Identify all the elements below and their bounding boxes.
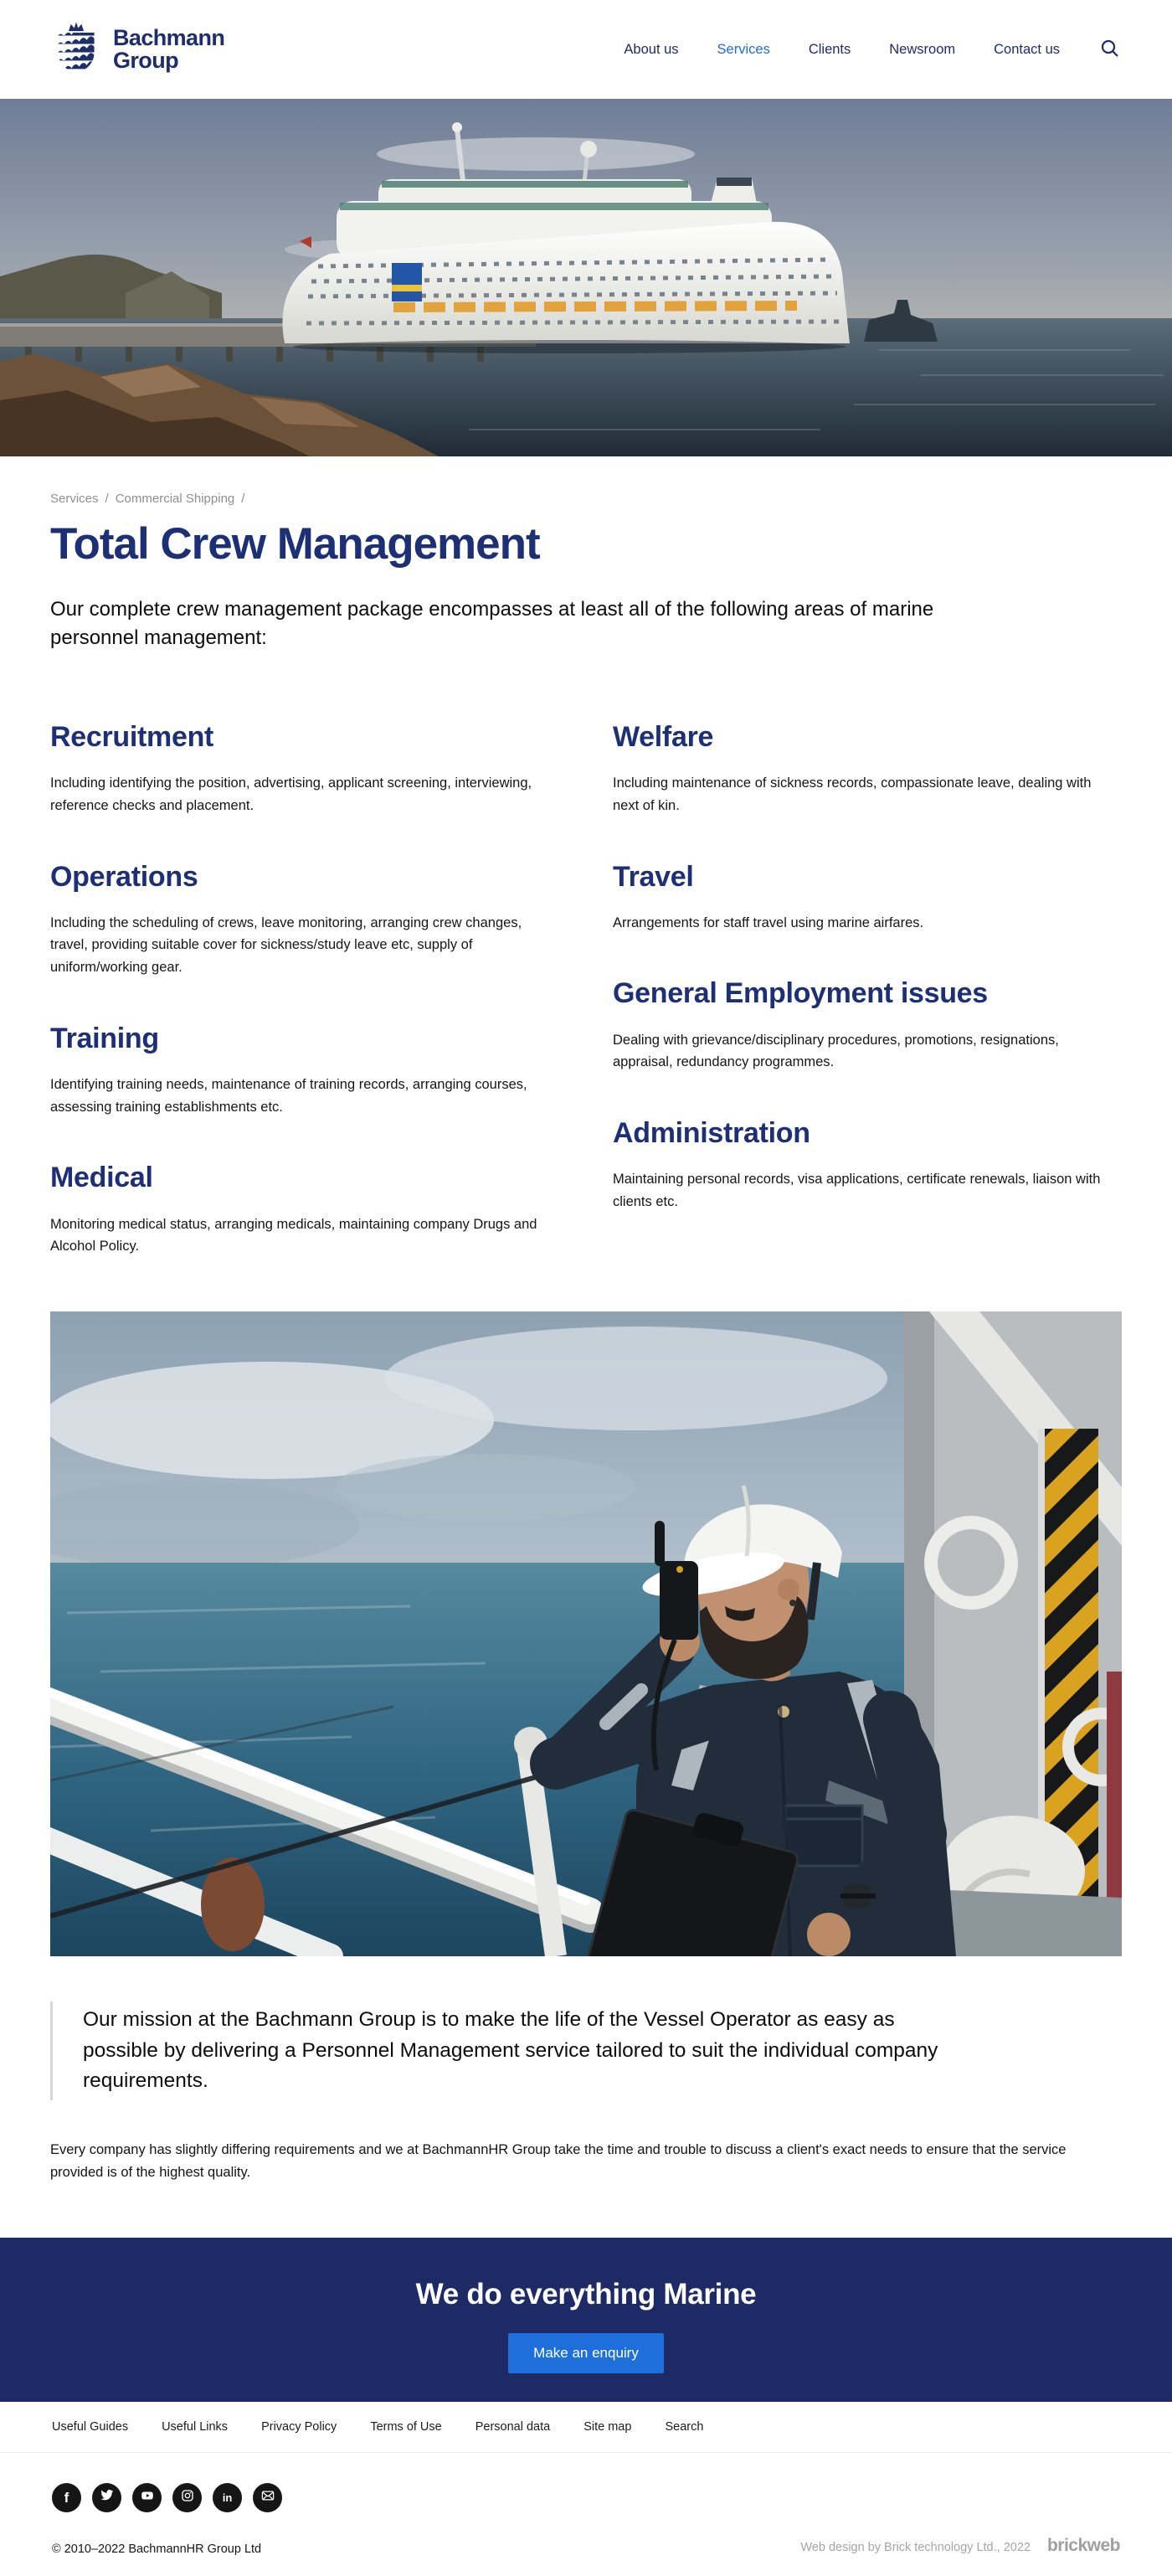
twitter-icon	[100, 2488, 114, 2506]
section-body: Maintaining personal records, visa applications, certificate renewals, liaison with clients etc.	[613, 1172, 1101, 1209]
footer-link-site-map[interactable]: Site map	[583, 2419, 632, 2434]
services-column-left	[50, 677, 559, 1258]
services-grid	[50, 677, 1122, 1258]
footer-link-terms-of-use[interactable]: Terms of Use	[370, 2419, 442, 2434]
breadcrumb-separator: /	[241, 492, 245, 506]
photo-seafarer-on-deck	[50, 1311, 1122, 1956]
cta-heading: We do everything Marine	[415, 2277, 757, 2311]
nav-about-us[interactable]: About us	[624, 41, 679, 57]
social-row	[52, 2483, 1120, 2512]
credit-text: Web design by Brick technology Ltd., 2022	[800, 2540, 1031, 2554]
facebook-icon: f	[64, 2489, 69, 2506]
section-medical	[50, 1162, 559, 1258]
section-body: Arrangements for staff travel using marine airfares.	[613, 914, 924, 930]
footer-bottom-row	[52, 2536, 1120, 2556]
mission-quote: Our mission at the Bachmann Group is to make the life of the Vessel Operator as easy as possible by delivering a Personnel Management service tailored to suit the individual company requirements.	[50, 2002, 971, 2100]
logo-text: Bachmann Group	[113, 25, 225, 73]
section-welfare	[613, 721, 1122, 817]
search-button[interactable]	[1100, 39, 1120, 61]
email-icon	[260, 2488, 275, 2507]
section-general-employment	[613, 977, 1122, 1074]
section-operations	[50, 861, 559, 979]
section-body: Including maintenance of sickness records, compassionate leave, dealing with next of kin.	[613, 775, 1092, 813]
brickweb-logo[interactable]: brickweb	[1046, 2535, 1120, 2555]
social-twitter[interactable]	[92, 2483, 121, 2512]
main-content	[50, 492, 1122, 2184]
search-icon	[1100, 39, 1120, 61]
section-heading: Recruitment	[50, 721, 214, 754]
footer-link-privacy-policy[interactable]: Privacy Policy	[261, 2419, 337, 2434]
section-heading: Welfare	[613, 721, 714, 754]
footer-link-useful-links[interactable]: Useful Links	[162, 2419, 229, 2434]
footer-bottom	[0, 2453, 1172, 2576]
breadcrumb-services[interactable]: Services	[50, 492, 99, 506]
section-administration	[613, 1117, 1122, 1213]
closing-paragraph: Every company has slightly differing requirements and we at BachmannHR Group take the time and trouble to discuss a client's exact needs to ensure that the service provided is of the highest quality.	[50, 2142, 1067, 2180]
social-instagram[interactable]	[172, 2483, 202, 2512]
footer-links	[0, 2402, 1172, 2453]
breadcrumb-separator: /	[105, 492, 109, 506]
services-column-right	[613, 677, 1122, 1258]
logo-crest-icon	[52, 20, 100, 80]
make-enquiry-button[interactable]: Make an enquiry	[508, 2333, 664, 2373]
social-facebook[interactable]	[52, 2483, 81, 2512]
footer-link-personal-data[interactable]: Personal data	[475, 2419, 551, 2434]
nav-newsroom[interactable]: Newsroom	[889, 41, 956, 57]
section-training	[50, 1023, 559, 1119]
section-heading: Administration	[613, 1116, 810, 1149]
section-travel	[613, 861, 1122, 935]
social-youtube[interactable]	[132, 2483, 162, 2512]
nav-clients[interactable]: Clients	[808, 41, 851, 57]
social-email[interactable]	[253, 2483, 282, 2512]
linkedin-icon: in	[222, 2491, 233, 2504]
youtube-icon	[140, 2488, 155, 2507]
site-footer	[0, 2402, 1172, 2576]
designer-credit	[800, 2536, 1120, 2556]
section-heading: General Employment issues	[613, 977, 988, 1010]
section-body: Dealing with grievance/disciplinary procedures, promotions, resignations, appraisal, redundancy programmes.	[613, 1032, 1059, 1070]
section-body: Identifying training needs, maintenance of training records, arranging courses, assessing training establishments etc.	[50, 1076, 527, 1115]
nav-contact-us[interactable]: Contact us	[994, 41, 1060, 57]
copyright-text: © 2010–2022 BachmannHR Group Ltd	[52, 2542, 262, 2556]
social-linkedin[interactable]	[213, 2483, 242, 2512]
hero-image-cruise-ship	[0, 99, 1172, 456]
section-heading: Travel	[613, 860, 694, 893]
breadcrumb-commercial-shipping[interactable]: Commercial Shipping	[115, 492, 235, 506]
section-heading: Training	[50, 1022, 159, 1054]
footer-link-search[interactable]: Search	[665, 2419, 704, 2434]
main-nav	[624, 39, 1120, 61]
section-body: Including the scheduling of crews, leave monitoring, arranging crew changes, travel, providing suitable cover for sickness/study leave etc, supply of uniform/working gear.	[50, 914, 522, 976]
section-body: Monitoring medical status, arranging medicals, maintaining company Drugs and Alcohol Policy.	[50, 1216, 537, 1255]
instagram-icon	[180, 2488, 195, 2507]
cta-band	[0, 2238, 1172, 2402]
breadcrumb	[50, 492, 1122, 506]
section-heading: Medical	[50, 1162, 153, 1194]
section-body: Including identifying the position, advertising, applicant screening, interviewing, reference checks and placement.	[50, 775, 532, 813]
section-heading: Operations	[50, 860, 198, 893]
nav-services[interactable]: Services	[717, 41, 770, 57]
section-recruitment	[50, 721, 559, 817]
logo[interactable]	[52, 20, 224, 80]
footer-link-useful-guides[interactable]: Useful Guides	[52, 2419, 129, 2434]
site-header	[0, 0, 1172, 99]
page-title: Total Crew Management	[50, 519, 540, 569]
intro-paragraph: Our complete crew management package encompasses at least all of the following areas of marine personnel management:	[50, 597, 934, 650]
